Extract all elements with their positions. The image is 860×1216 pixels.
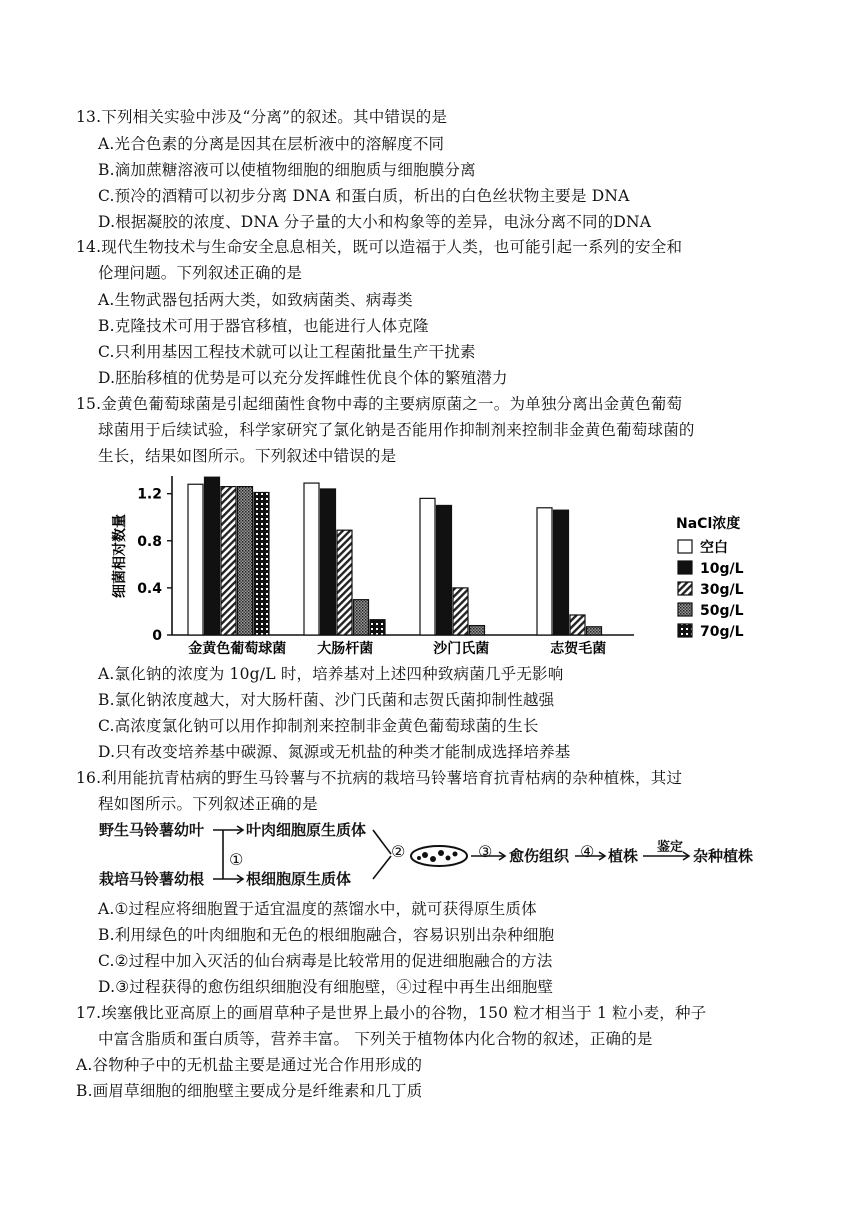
flow-hybrid-plant: 杂种植株 — [693, 847, 754, 865]
flow-identify-label: 鉴定 — [657, 840, 684, 855]
q17-option-b: B.画眉草细胞的细胞壁主要成分是纤维素和几丁质 — [76, 1082, 423, 1100]
q13-stem: 13.下列相关实验中涉及“分离”的叙述。其中错误的是 — [76, 108, 448, 126]
y-tick-label: 0.4 — [137, 580, 162, 597]
legend-swatch — [678, 582, 692, 595]
flow-step3: ③ — [478, 842, 493, 861]
q15-stem-line3: 生长，结果如图所示。下列叙述中错误的是 — [98, 447, 397, 465]
q13-option-d: D.根据凝胶的浓度、DNA 分子量的大小和构象等的差异，电泳分离不同的DNA — [98, 213, 652, 231]
bar-0-3 — [238, 487, 253, 635]
bar-3-1 — [554, 510, 569, 635]
category-label: 志贺毛菌 — [550, 641, 607, 657]
q14-option-b: B.克隆技术可用于器官移植，也能进行人体克隆 — [98, 317, 429, 335]
q14-option-c: C.只利用基因工程技术就可以让工程菌批量生产干扰素 — [98, 343, 476, 361]
bar-0-0 — [188, 484, 203, 635]
q16-option-b: B.利用绿色的叶肉细胞和无色的根细胞融合，容易识别出杂种细胞 — [98, 926, 555, 944]
q13-option-a: A.光合色素的分离是因其在层析液中的溶解度不同 — [98, 135, 445, 153]
y-tick-label: 1.2 — [137, 486, 162, 503]
bar-0-2 — [221, 487, 236, 635]
q16-option-c: C.②过程中加入灭活的仙台病毒是比较常用的促进细胞融合的方法 — [98, 952, 553, 970]
flow-plant: 植株 — [608, 847, 639, 865]
bar-1-0 — [304, 483, 319, 635]
legend-label: 50g/L — [700, 603, 744, 619]
bar-1-2 — [337, 530, 352, 635]
legend-title: NaCl浓度 — [676, 516, 741, 532]
bar-0-4 — [254, 492, 269, 635]
bar-1-3 — [354, 600, 369, 635]
flow-leaf-protoplast: 叶肉细胞原生质体 — [246, 821, 367, 839]
bar-2-0 — [420, 498, 435, 635]
q16-option-d: D.③过程获得的愈伤组织细胞没有细胞壁，④过程中再生出细胞壁 — [98, 978, 554, 996]
q15-option-c: C.高浓度氯化钠可以用作抑制剂来控制非金黄色葡萄球菌的生长 — [98, 717, 539, 735]
q14-option-a: A.生物武器包括两大类，如致病菌类、病毒类 — [98, 291, 413, 309]
bar-1-4 — [370, 620, 385, 635]
q17-stem-line1: 17.埃塞俄比亚高原上的画眉草种子是世界上最小的谷物，150 粒才相当于 1 粒小麦，种子 — [76, 1004, 707, 1022]
y-axis-label: 细菌相对数量 — [112, 514, 128, 598]
q17-stem-line2: 中富含脂质和蛋白质等，营养丰富。 下列关于植物体内化合物的叙述，正确的是 — [98, 1030, 653, 1048]
flow-wild-potato-leaf: 野生马铃薯幼叶 — [99, 821, 205, 839]
converge-top — [373, 830, 391, 854]
q14-stem-line2: 伦理问题。下列叙述正确的是 — [98, 264, 303, 282]
flow-step4: ④ — [580, 842, 595, 861]
q13-option-b: B.滴加蔗糖溶液可以使植物细胞的细胞质与细胞膜分离 — [98, 161, 476, 179]
flow-step1: ① — [229, 850, 244, 869]
bar-3-2 — [570, 615, 585, 635]
category-label: 大肠杆菌 — [317, 641, 374, 657]
flow-callus: 愈伤组织 — [509, 847, 570, 865]
bar-2-3 — [470, 626, 485, 635]
q16-stem-line1: 16.利用能抗青枯病的野生马铃薯与不抗病的栽培马铃薯培育抗青枯病的杂种植株，其过 — [76, 769, 683, 787]
legend-label: 空白 — [700, 540, 728, 556]
bar-3-0 — [537, 508, 552, 635]
flow-cultivated-potato-root: 栽培马铃薯幼根 — [99, 870, 205, 888]
bar-3-3 — [587, 627, 602, 635]
q15-option-a: A.氯化钠的浓度为 10g/L 时，培养基对上述四种致病菌几乎无影响 — [98, 665, 564, 683]
q15-stem-line1: 15.金黄色葡萄球菌是引起细菌性食物中毒的主要病原菌之一。为单独分离出金黄色葡萄 — [76, 395, 683, 413]
bar-2-2 — [453, 588, 468, 635]
legend-swatch — [678, 540, 692, 553]
bar-1-1 — [321, 489, 336, 635]
q15-option-b: B.氯化钠浓度越大，对大肠杆菌、沙门氏菌和志贺氏菌抑制性越强 — [98, 691, 555, 709]
flow-root-protoplast: 根细胞原生质体 — [246, 870, 352, 888]
y-tick-label: 0 — [152, 628, 162, 644]
bar-2-1 — [437, 505, 452, 635]
petri-dish — [411, 846, 467, 866]
legend-label: 30g/L — [700, 582, 744, 598]
dish-cells — [417, 850, 458, 862]
q14-option-d: D.胚胎移植的优势是可以充分发挥雌性优良个体的繁殖潜力 — [98, 369, 508, 387]
q15-option-d: D.只有改变培养基中碳源、氮源或无机盐的种类才能制成选择培养基 — [98, 743, 571, 761]
legend-label: 70g/L — [700, 624, 744, 640]
flow-step2: ② — [391, 842, 406, 861]
q15-stem-line2: 球菌用于后续试验，科学家研究了氯化钠是否能用作抑制剂来控制非金黄色葡萄球菌的 — [98, 421, 695, 439]
category-label: 沙门氏菌 — [433, 641, 490, 657]
protoplast-fusion-flowchart — [95, 818, 775, 894]
legend-swatch — [678, 624, 692, 637]
bar-0-1 — [205, 477, 220, 635]
q13-option-c: C.预冷的酒精可以初步分离 DNA 和蛋白质，析出的白色丝状物主要是 DNA — [98, 187, 630, 205]
category-label: 金黄色葡萄球菌 — [188, 641, 287, 657]
q17-option-a: A.谷物种子中的无机盐主要是通过光合作用形成的 — [76, 1056, 423, 1074]
legend-swatch — [678, 603, 692, 616]
bacteria-bar-chart — [110, 472, 790, 664]
q14-stem-line1: 14.现代生物技术与生命安全息息相关，既可以造福于人类，也可能引起一系列的安全和 — [76, 238, 683, 256]
converge-bottom — [373, 856, 391, 879]
q16-option-a: A.①过程应将细胞置于适宜温度的蒸馏水中，就可获得原生质体 — [98, 900, 537, 918]
q16-stem-line2: 程如图所示。下列叙述正确的是 — [98, 795, 318, 813]
y-tick-label: 0.8 — [137, 533, 162, 550]
legend-label: 10g/L — [700, 561, 744, 577]
legend-swatch — [678, 561, 692, 574]
